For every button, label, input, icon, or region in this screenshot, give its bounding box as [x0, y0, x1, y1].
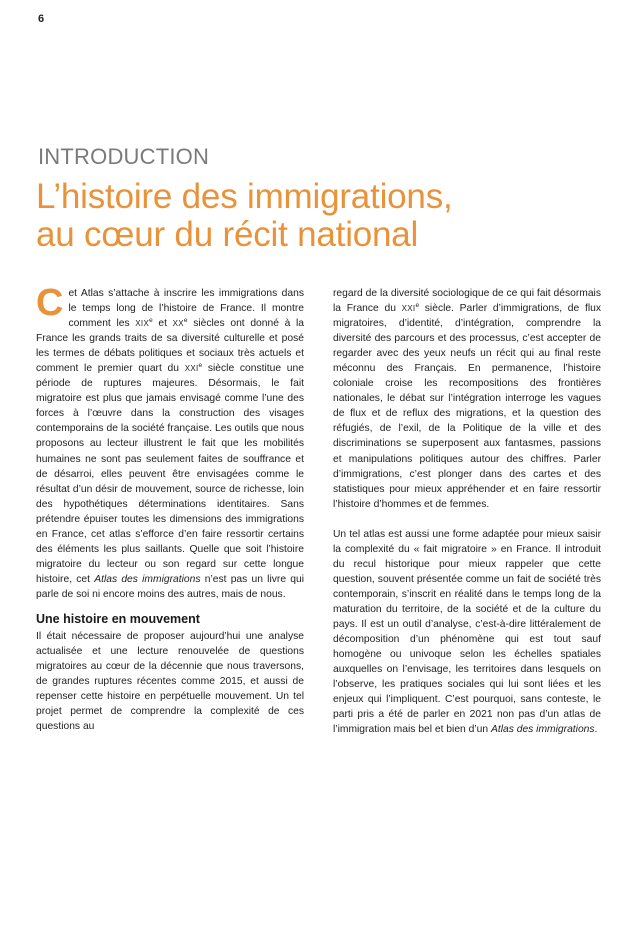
intro-paragraph: [36, 282, 305, 602]
century-20: XX: [172, 319, 184, 329]
section-kicker: INTRODUCTION: [38, 144, 210, 169]
body-paragraph: [333, 527, 601, 738]
century-20-sup: e: [183, 317, 188, 325]
book-title-italic: Atlas des immigrations: [490, 724, 595, 736]
intro-text-d: n’est pas un livre qui parle de soi ni encore moins des autres, mais de nous.: [36, 573, 305, 600]
intro-text-a: et Atlas s’attache à inscrire les immigrations dans le temps long de l’histoire de France. Il montre comment les: [68, 288, 304, 330]
title-line-1: L’histoire des immigrations,: [36, 177, 453, 216]
right-column: [333, 286, 601, 737]
page-title: [36, 178, 616, 254]
body-paragraph: [333, 286, 601, 512]
century-21-sup: e: [198, 362, 203, 370]
right-text-b: siècle. Parler d’immigrations, de flux migratoires, d’identité, d’intégration, comprendre la diversité des parcours et des processus, c’est accepter de regarder avec des yeux neufs un récit qui au final reste méconnu des Français. En permanence, l’histoire coloniale croise les recompositions des frontières nationales, le débat sur l’intégration interroge les vagues de flux et de reflux des migrations, et la question des réfugiés, de l’exil, de la Politique de la ville et des discriminations se superposent aux fantasmes, passions et manipulations politiques autour des chiffres. Parler d’immigrations, c’est plonger dans des cartes et des statistiques pour mieux appréhender et en faire ressortir l’histoire d’hommes et de femmes.: [333, 303, 601, 510]
intro-text-and: et: [152, 318, 173, 330]
right-text-c: Un tel atlas est aussi une forme adaptée pour mieux saisir la complexité du « fait migratoire » en France. Il introduit du recul historique pour mieux rappeler que cette question, souvent présentée comme un fait de société très contemporain, s’inscrit en réalité dans le temps long de la maturation du territoire, de la société et de la culture du pays. Il est un outil d’analyse, c’est-à-dire littéralement de décomposition d’un phénomène qui est tout sauf homogène ou univoque selon les échelles spatiales auxquelles on l’envisage, les territoires dans lesquels on l’observe, les pratiques sociales qui lui sont liées et les enjeux qui l’impliquent. C’est pourquoi, sans conteste, le parti pris a été de parler en 2021 non pas d’un atlas de l’immigration mais bel et bien d’un: [333, 528, 601, 736]
subheading: Une histoire en mouvement: [36, 611, 200, 626]
body-paragraph: Il était nécessaire de proposer aujourd’hui une analyse actualisée et une lecture renouvelée de questions migratoires au cœur de la décennie que nous traversons, de grandes ruptures récentes comme 2015, et aussi de repenser cette histoire en perpétuelle mouvement. Un tel projet permet de comprendre la complexité de ces questions au: [36, 630, 304, 733]
intro-text-b: siècles ont donné à la France les grands traits de sa diversité culturelle et posé les termes de débats politiques et sociaux très actuels et comment le premier quart du: [36, 318, 305, 375]
century-21: XXI: [401, 304, 416, 314]
left-column: [36, 282, 305, 734]
century-19: XIX: [135, 319, 150, 329]
drop-cap: C: [36, 282, 64, 324]
intro-text-c: siècle constitue une période de ruptures majeures. Désormais, le fait migratoire est plus que jamais envisagé comme l’une des forces à l’œuvre dans la construction des visages contemporains de la société française. Les outils que nous proposons au lecteur illustrent le fait que les mobilités humaines ne sont pas seulement faites de souffrance et de désarroi, elles peuvent être envisagées comme le résultat d’un désir de mouvement, source de richesse, loin des hypothétiques déterminations identitaires. Sans prétendre épuiser toutes les dimensions des immigrations en France, cet atlas s’efforce d’en faire ressortir certains des éléments les plus saillants. Quelle que soit l’histoire migratoire du lecteur ou son regard sur cette longue histoire, cet: [36, 363, 304, 585]
century-21-sup: e: [415, 302, 420, 310]
century-19-sup: e: [149, 317, 153, 325]
right-text-a: regard de la diversité sociologique de ce qui fait désormais la France du: [333, 288, 601, 315]
title-line-2: au cœur du récit national: [36, 215, 419, 254]
right-text-d: .: [594, 724, 598, 736]
century-21: XXI: [184, 364, 199, 374]
page-number: 6: [38, 13, 45, 25]
book-title-italic: Atlas des immigrations: [94, 573, 201, 585]
